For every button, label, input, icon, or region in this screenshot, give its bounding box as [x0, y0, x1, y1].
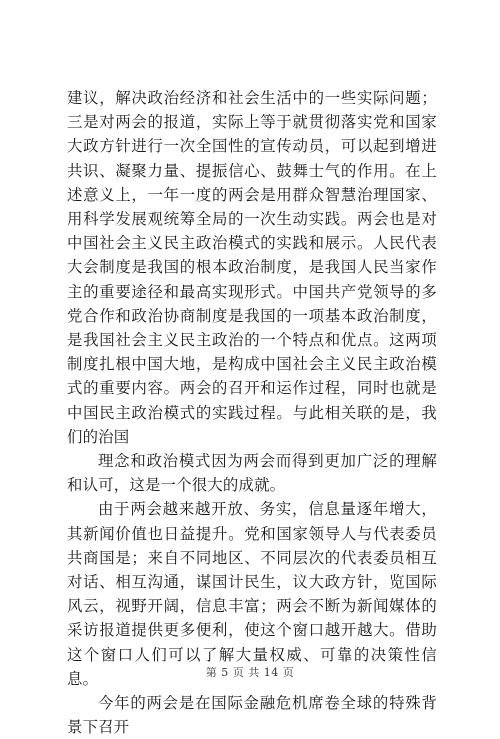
page-number-footer: 第 5 页 共 14 页 [205, 666, 295, 679]
paragraph-3: 由于两会越来越开放、务实，信息量逐年增大，其新闻价值也日益提升。党和国家领导人与代表委员共商国是；来自不同地区、不同层次的代表委员相互对话、相互沟通，谋国计民生，议大政方针，览国际风云，视野开阔，信息丰富；两会不断为新闻媒体的采访报道提供更多便利，使这个窗口越开越大。借助这个窗口人们可以了解大量权威、可靠的决策性信息。 [67, 500, 437, 688]
paragraph-2: 理念和政治模式因为两会而得到更加广泛的理解和认可，这是一个很大的成就。 [67, 452, 437, 495]
document-body [67, 86, 437, 739]
paragraph-4: 今年的两会是在国际金融危机席卷全球的特殊背景下召开 [67, 694, 437, 737]
paragraph-1: 建议，解决政治经济和社会生活中的一些实际问题；三是对两会的报道，实际上等于就贯彻落实党和国家大政方针进行一次全国性的宣传动员，可以起到增进共识、凝聚力量、提振信心、鼓舞士气的作用。在上述意义上，一年一度的两会是用群众智慧治理国家、用科学发展观统筹全局的一次生动实践。两会也是对中国社会主义民主政治模式的实践和展示。人民代表大会制度是我国的根本政治制度，是我国人民当家作主的重要途径和最高实现形式。中国共产党领导的多党合作和政治协商制度是我国的一项基本政治制度，是我国社会主义民主政治的一个特点和优点。这两项制度扎根中国大地，是构成中国社会主义民主政治模式的重要内容。两会的召开和运作过程，同时也就是中国民主政治模式的实践过程。与此相关联的是，我们的治国 [67, 89, 437, 446]
